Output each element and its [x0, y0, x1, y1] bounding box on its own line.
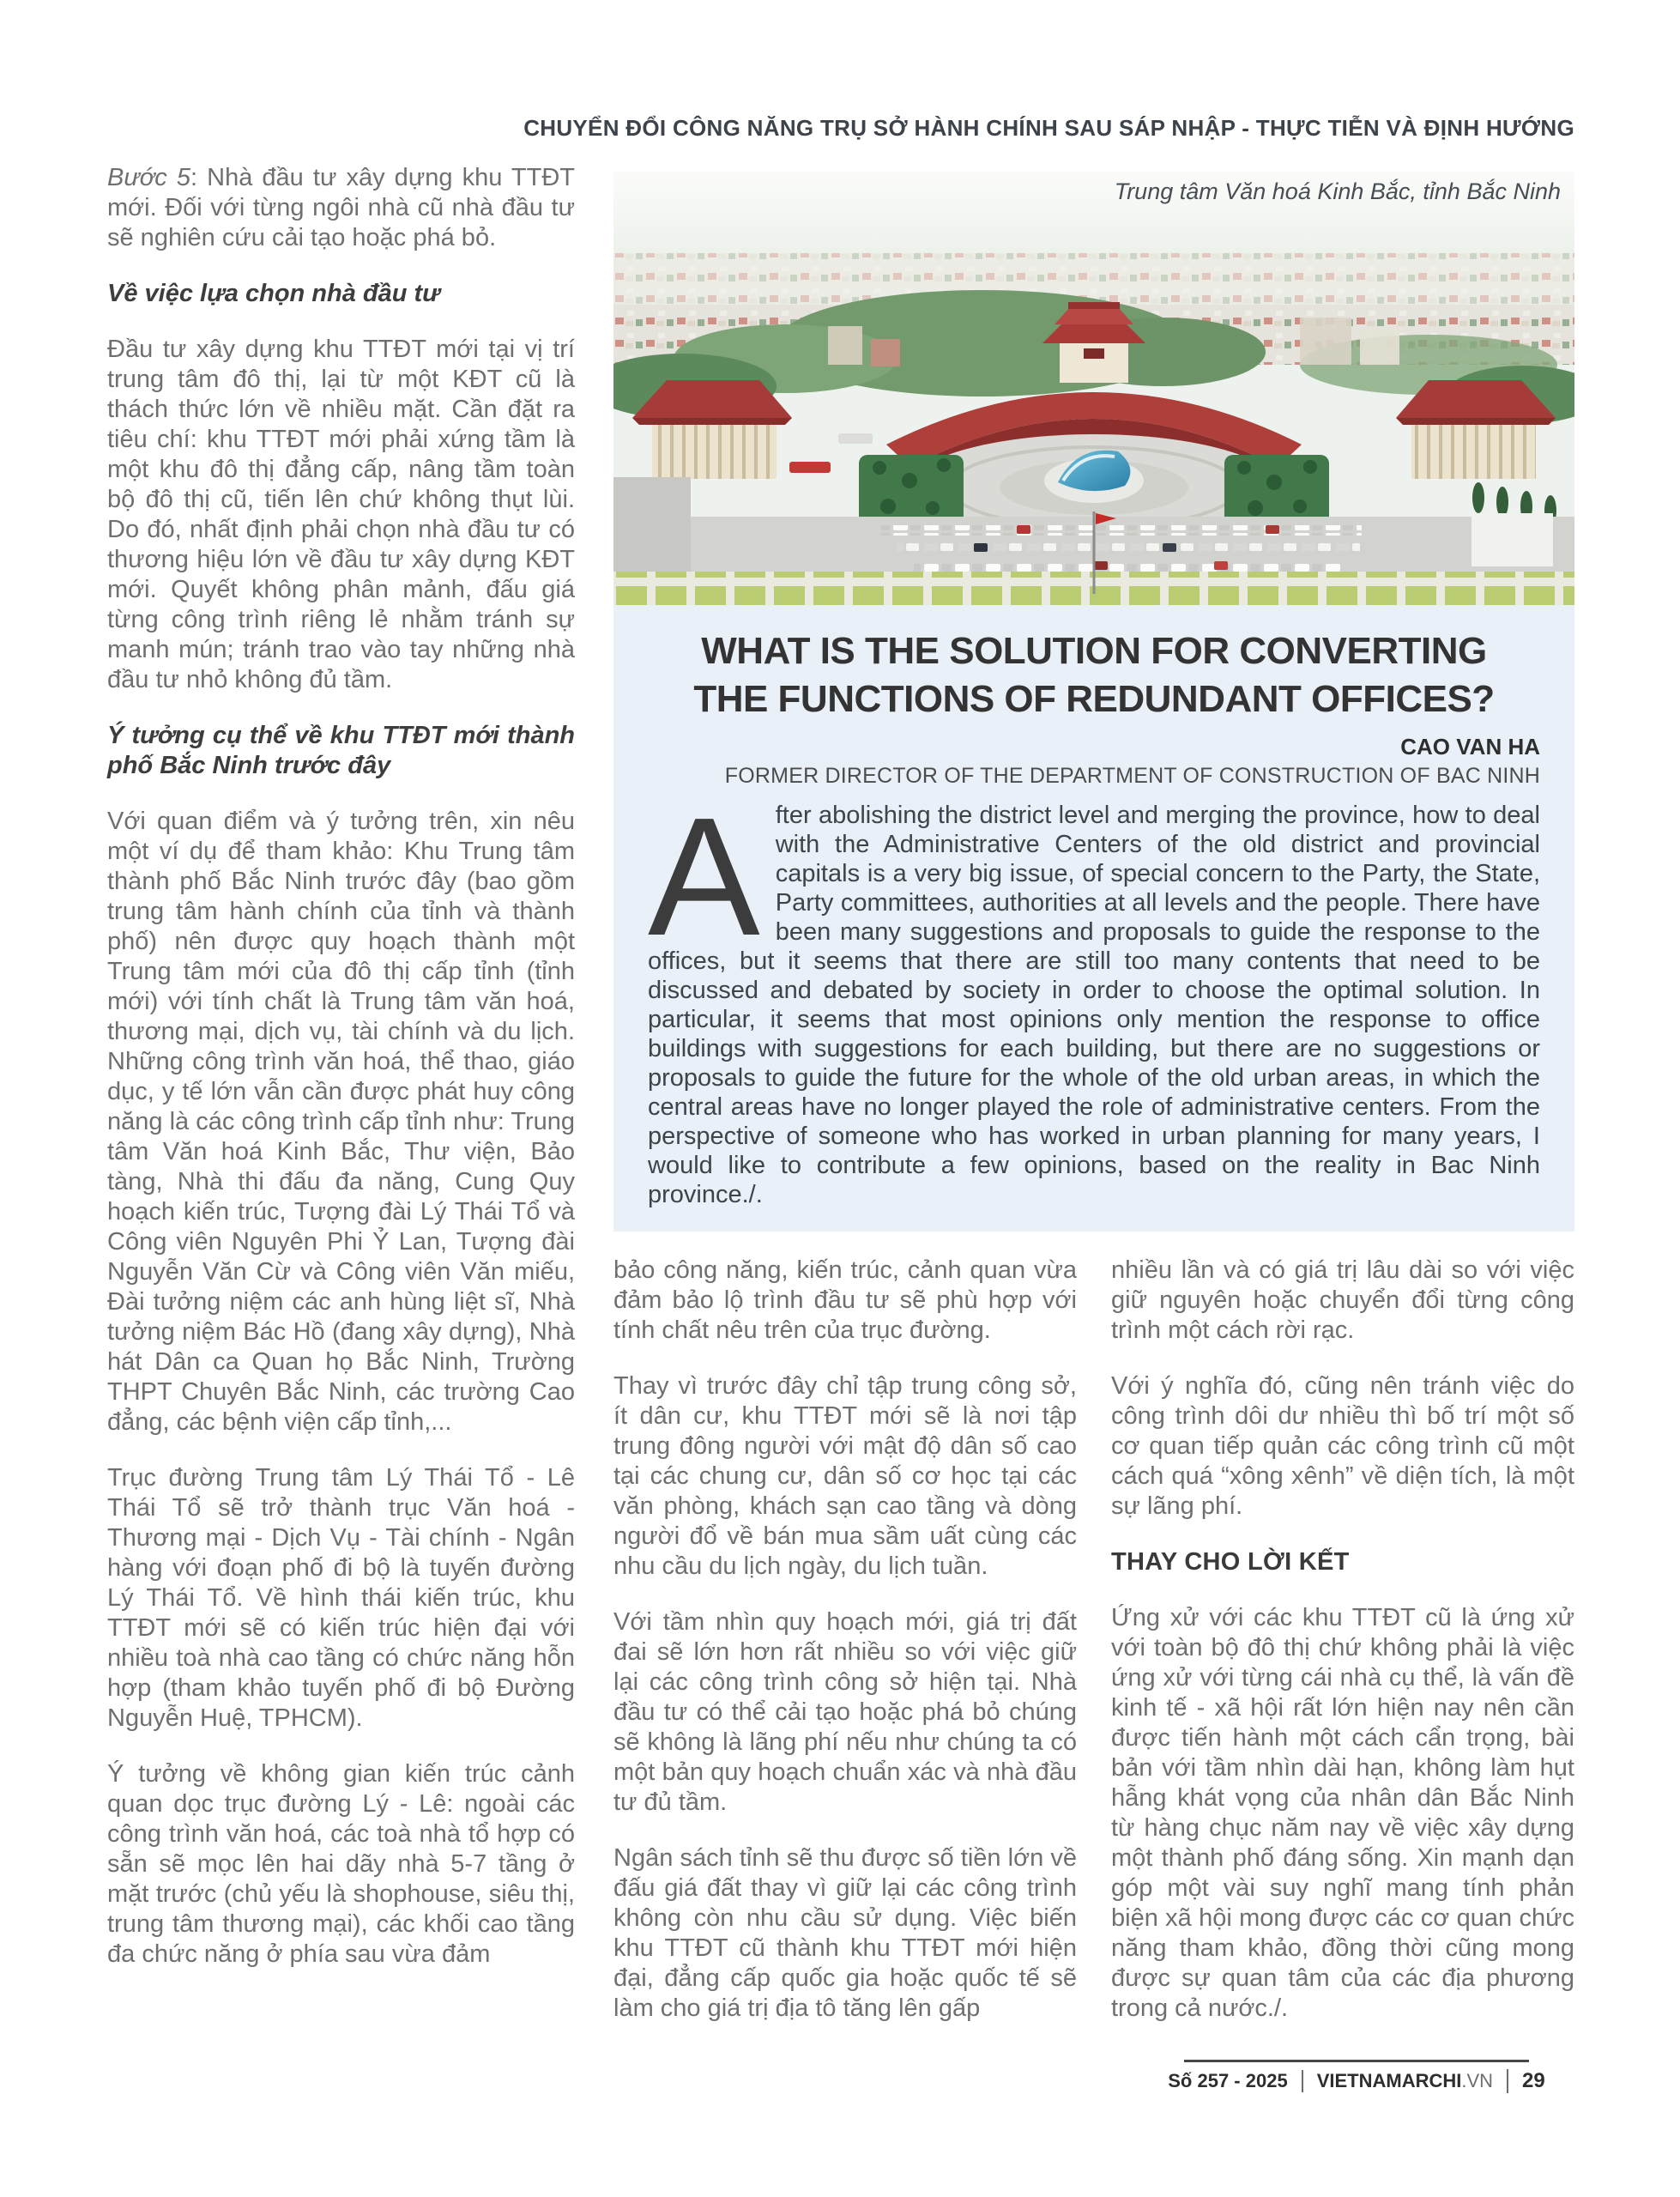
paragraph: Với ý nghĩa đó, cũng nên tránh việc do công trình dôi dư nhiều thì bố trí một số cơ quan tiếp quản các công trình cũ một cách quá “xông xênh” về diện tích, là một sự lãng phí.: [1111, 1372, 1574, 1520]
running-header: CHUYỂN ĐỔI CÔNG NĂNG TRỤ SỞ HÀNH CHÍNH SAU SÁP NHẬP - THỰC TIỄN VÀ ĐỊNH HƯỚNG: [523, 115, 1574, 141]
paragraph: Ý tưởng về không gian kiến trúc cảnh quan dọc trục đường Lý - Lê: ngoài các công trình văn hoá, các toà nhà tổ hợp có sẵn sẽ mọc lên hai dãy nhà 5-7 tầng ở mặt trước (chủ yếu là shophouse, siêu thị, trung tâm thương mại), các khối cao tầng đa chức năng ở phía sau vừa đảm: [107, 1760, 575, 1968]
issue-number: Số 257 - 2025: [1168, 2070, 1288, 2091]
bottom-columns: [613, 1256, 1574, 2058]
photo-left-pavilion: [632, 380, 792, 479]
photo-right-pavilion: [1396, 380, 1556, 479]
author-title: FORMER DIRECTOR OF THE DEPARTMENT OF CONSTRUCTION OF BAC NINH: [724, 764, 1540, 788]
article-title-line1: WHAT IS THE SOLUTION FOR CONVERTING: [701, 630, 1487, 672]
section-heading: Ý tưởng cụ thể về khu TTĐT mới thành phố Bắc Ninh trước đây: [107, 722, 575, 779]
section-heading: THAY CHO LỜI KẾT: [1111, 1548, 1350, 1576]
aerial-photo-illustration: [613, 172, 1574, 605]
paragraph: Ngân sách tỉnh sẽ thu được số tiền lớn về đấu giá đất thay vì giữ lại các công trình không còn nhu cầu sử dụng. Việc biến khu TTĐT cũ thành khu TTĐT mới hiện đại, đẳng cấp quốc gia hoặc quốc tế sẽ làm cho giá trị địa tô tăng lên gấp: [613, 1844, 1077, 2022]
paragraph: Thay vì trước đây chỉ tập trung công sở, ít dân cư, khu TTĐT mới sẽ là nơi tập trung đông người với mật độ dân số cao tại các chung cư, dân số cơ học tại các văn phòng, khách sạn cao tầng và dòng người đổ về bán mua sầm uất cùng các nhu cầu du lịch ngày, du lịch tuần.: [613, 1372, 1077, 1580]
aerial-photo: [613, 172, 1574, 605]
feature-box: [613, 605, 1574, 1232]
page-number: 29: [1507, 2069, 1559, 2093]
right-column: [1111, 1256, 1574, 2058]
paragraph: Với tầm nhìn quy hoạch mới, giá trị đất đai sẽ lớn hơn rất nhiều so với việc giữ lại các công trình công sở hiện tại. Nhà đầu tư có thể cải tạo hoặc phá bỏ chúng sẽ không là lãng phí nếu như chúng ta có một bản quy hoạch chuẩn xác và nhà đầu tư đủ tầm.: [613, 1608, 1077, 1816]
paragraph: Ứng xử với các khu TTĐT cũ là ứng xử với toàn bộ đô thị chứ không phải là việc ứng xử với từng cái nhà cụ thể, là vấn đề kinh tế - xã hội rất lớn hiện nay nên cần được tiến hành một cách cẩn trọng, bài bản với tầm nhìn dài hạn, không làm hụt hẫng khát vọng của nhân dân Bắc Ninh từ hàng chục năm nay về việc xây dựng một thành phố đáng sống. Xin mạnh dạn góp một vài suy nghĩ mang tính phản biện xã hội mong được các cơ quan chức năng tham khảo, đồng thời cũng mong được sự quan tâm của các địa phương trong cả nước./.: [1111, 1604, 1574, 2022]
section-heading: Về việc lựa chọn nhà đầu tư: [107, 280, 440, 307]
author-name: CAO VAN HA: [1400, 734, 1540, 760]
paragraph: Trục đường Trung tâm Lý Thái Tổ - Lê Thái Tổ sẽ trở thành trục Văn hoá - Thương mại - Dịch Vụ - Tài chính - Ngân hàng với đoạn phố đi bộ là tuyến đường Lý Thái Tổ. Về hình thái kiến trúc, khu TTĐT mới sẽ có kiến trúc hiện đại với nhiều toà nhà cao tầng có chức năng hỗn hợp (tham khảo tuyến phố đi bộ Đường Nguyễn Huệ, TPHCM).: [107, 1464, 575, 1732]
middle-column: [613, 1256, 1077, 2058]
article-title: [648, 627, 1540, 723]
intro-text: fter abolishing the district level and merging the province, how to deal with the Administrative Centers of the old district and provincial capitals is a very big issue, of special concern to the Party, the State, Party committees, authorities at all levels and the people. There have been many suggestions and proposals to guide the response to the offices, but it seems that there are still too many contents that need to be discussed and debated by society in order to choose the optimal solution. In particular, it seems that most opinions only mention the response to office buildings with suggestions for each building, but there are no suggestions or proposals to guide the future for the whole of the old urban areas, in which the central areas have no longer played the role of administrative centers. From the perspective of someone who has worked in urban planning for many years, I would like to contribute a few opinions, based on the reality in Bac Ninh province./.: [648, 802, 1540, 1208]
paragraph-lead: Bước 5: [107, 164, 190, 191]
right-region: [613, 172, 1574, 2058]
site-name-bold: VIETNAMARCHI: [1316, 2070, 1462, 2091]
left-column: [107, 163, 575, 1995]
paragraph: bảo công năng, kiến trúc, cảnh quan vừa đảm bảo lộ trình đầu tư sẽ phù hợp với tính chất nêu trên của trục đường.: [613, 1256, 1077, 1344]
paragraph: nhiều lần và có giá trị lâu dài so với việc giữ nguyên hoặc chuyển đổi từng công trình một cách rời rạc.: [1111, 1256, 1574, 1344]
english-intro: [648, 783, 1540, 1209]
paragraph: Bước 5: Nhà đầu tư xây dựng khu TTĐT mới. Đối với từng ngôi nhà cũ nhà đầu tư sẽ nghiên cứu cải tạo hoặc phá bỏ.: [107, 164, 575, 251]
dropcap-letter: A: [648, 783, 760, 971]
paragraph: Với quan điểm và ý tưởng trên, xin nêu một ví dụ để tham khảo: Khu Trung tâm thành phố Bắc Ninh trước đây (bao gồm trung tâm hành chính của tỉnh và thành phố) nên được quy hoạch thành một Trung tâm mới của đô thị cấp tỉnh (tỉnh mới) với tính chất là Trung tâm văn hoá, thương mại, dịch vụ, tài chính và du lịch. Những công trình văn hoá, thể thao, giáo dục, y tế lớn vẫn cần được phát huy công năng là các công trình cấp tỉnh như: Trung tâm Văn hoá Kinh Bắc, Thư viện, Bảo tàng, Nhà thi đấu đa năng, Cung Quy hoạch kiến trúc, Tượng đài Lý Thái Tổ và Công viên Nguyên Phi Ỷ Lan, Tượng đài Nguyễn Văn Cừ và Công viên Văn miếu, Đài tưởng niệm các anh hùng liệt sĩ, Nhà tưởng niệm Bác Hồ (đang xây dựng), Nhà hát Dân ca Quan họ Bắc Ninh, Trường THPT Chuyên Bắc Ninh, các trường Cao đẳng, các bệnh viện cấp tỉnh,...: [107, 808, 575, 1436]
photo-caption: Trung tâm Văn hoá Kinh Bắc, tỉnh Bắc Ninh: [1114, 179, 1561, 204]
article-title-line2: THE FUNCTIONS OF REDUNDANT OFFICES?: [693, 678, 1495, 720]
page-footer: [1168, 2060, 1545, 2093]
paragraph: Đầu tư xây dựng khu TTĐT mới tại vị trí trung tâm đô thị, lại từ một KĐT cũ là thách thức lớn về nhiều mặt. Cần đặt ra tiêu chí: khu TTĐT mới phải xứng tầm là một khu đô thị đẳng cấp, nâng tầm toàn bộ đô thị cũ, tiến lên chứ không thụt lùi. Do đó, nhất định phải chọn nhà đầu tư có thương hiệu lớn về đầu tư xây dựng KĐT mới. Quyết không phân mảnh, đấu giá từng công trình riêng lẻ nhằm tránh sự manh mún; tránh trao vào tay những nhà đầu tư nhỏ không đủ tầm.: [107, 336, 575, 693]
magazine-site: [1302, 2070, 1507, 2092]
site-name-light: .VN: [1461, 2070, 1494, 2091]
